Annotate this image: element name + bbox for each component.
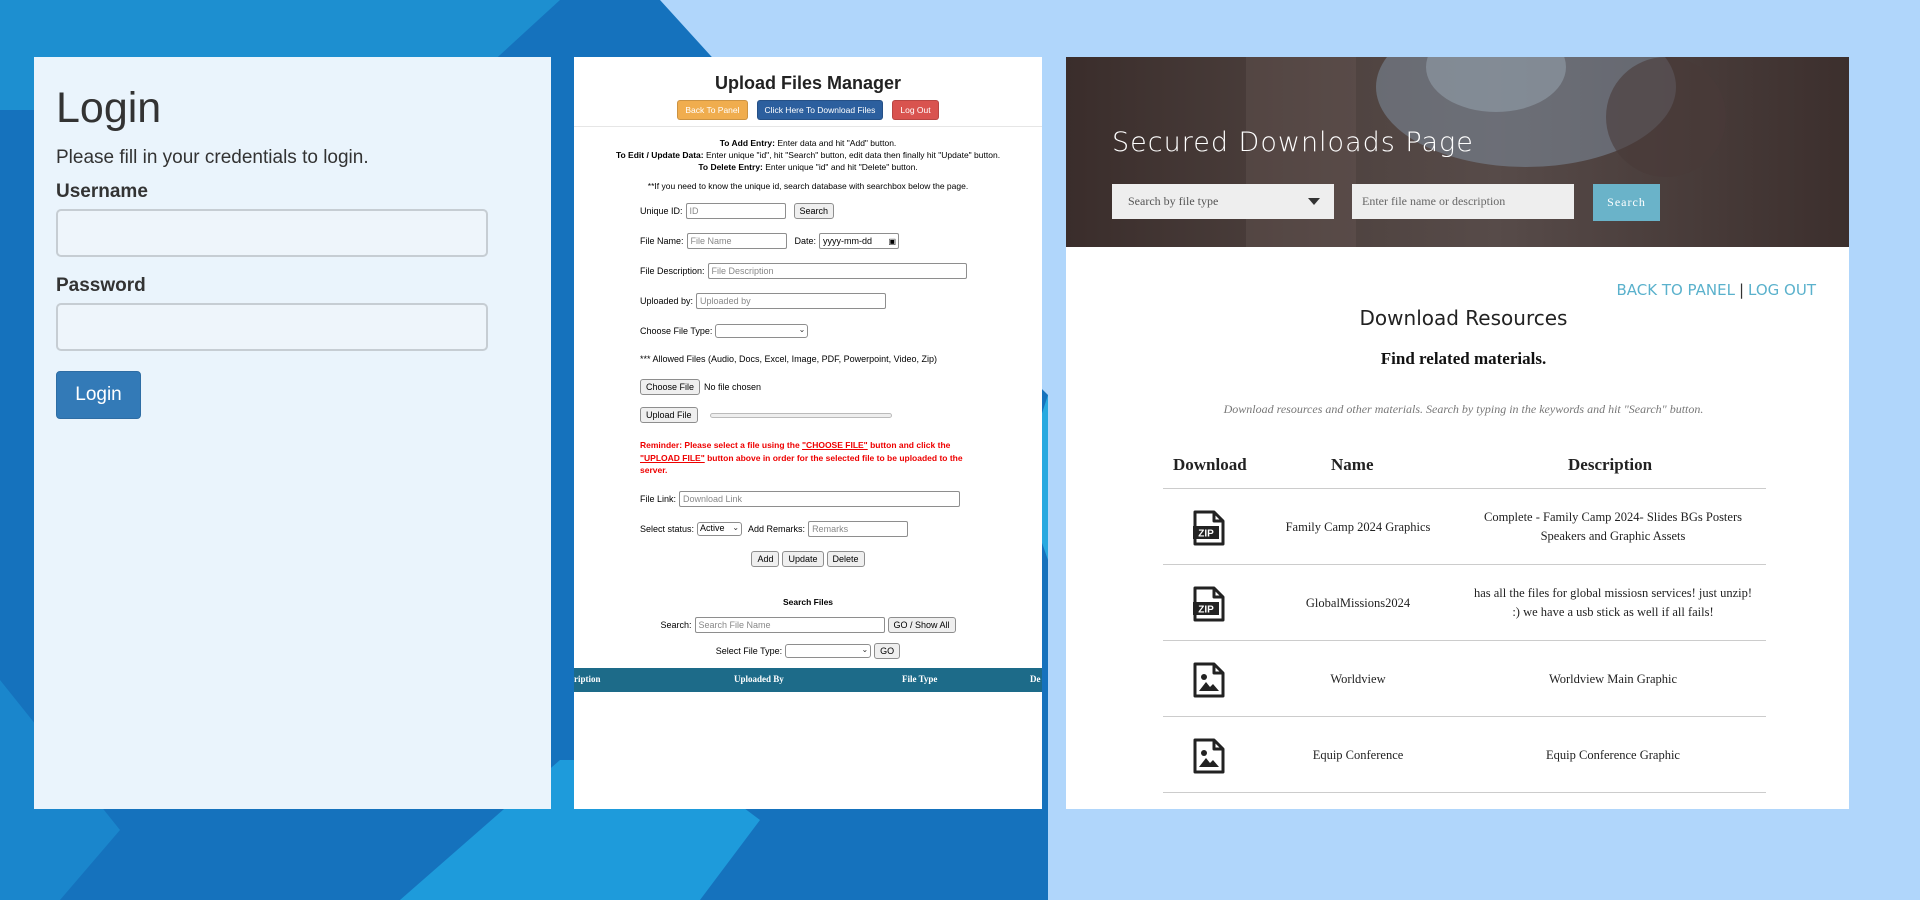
svg-text:ZIP: ZIP — [1198, 604, 1214, 616]
row-name: GlobalMissions2024 — [1305, 595, 1411, 610]
delete-button[interactable]: Delete — [827, 551, 865, 567]
svg-text:ZIP: ZIP — [1198, 528, 1214, 540]
row-name: Family Camp 2024 Graphics — [1285, 519, 1431, 534]
chevron-down-icon: ⌄ — [732, 522, 740, 532]
login-button[interactable]: Login — [56, 371, 141, 419]
table-row — [1163, 717, 1766, 793]
file-type-row — [640, 321, 1042, 341]
hero-search-button[interactable]: Search — [1593, 184, 1660, 221]
uploaded-by-input[interactable]: Uploaded by — [696, 293, 886, 309]
instruction-edit-text: Enter unique "id", hit "Search" button, edit data then finally hit "Update" button. — [703, 150, 1001, 160]
row-description: Equip Conference Graphic — [1546, 747, 1680, 762]
select-type-label: Select File Type: — [715, 645, 783, 656]
column-name: Name — [1331, 455, 1374, 474]
status-row — [640, 519, 1042, 539]
uploaded-by-row — [640, 291, 1042, 311]
column-file-type: File Type — [902, 674, 938, 684]
file-name-input[interactable]: File Name — [687, 233, 787, 249]
file-link-input[interactable]: Download Link — [679, 491, 960, 507]
downloads-table-header — [1163, 442, 1766, 489]
username-input[interactable] — [56, 209, 488, 257]
date-placeholder: yyyy-mm-dd — [823, 236, 873, 246]
status-select[interactable] — [697, 522, 742, 536]
column-uploaded-by: Uploaded By — [734, 674, 784, 684]
download-resources-heading: Download Resources — [1359, 306, 1568, 330]
instruction-edit — [574, 149, 1042, 161]
file-name-label: File Name: — [640, 236, 684, 246]
column-description: Description — [1568, 455, 1653, 474]
instruction-edit-title: To Edit / Update Data: — [615, 150, 704, 160]
choose-file-row — [640, 377, 1042, 397]
unique-id-note: **If you need to know the unique id, search database with searchbox below the page. — [647, 181, 969, 191]
search-id-button[interactable]: Search — [794, 203, 835, 219]
download-description: Download resources and other materials. Search by typing in the keywords and hit "Search" button. — [1223, 402, 1704, 416]
instruction-add-text: Enter data and hit "Add" button. — [774, 138, 897, 148]
password-input[interactable] — [56, 303, 488, 351]
uploaded-by-label: Uploaded by: — [640, 296, 694, 306]
status-label: Select status: — [640, 523, 695, 534]
hero-banner — [1066, 57, 1849, 247]
zip-file-icon[interactable] — [1192, 585, 1226, 623]
login-subtitle: Please fill in your credentials to login. — [56, 147, 369, 169]
downloads-nav-links — [1616, 281, 1816, 299]
allowed-files-row — [640, 349, 1042, 369]
column-description: ription — [574, 674, 601, 684]
upload-panel — [574, 57, 1042, 809]
date-label: Date: — [794, 236, 817, 246]
upload-form — [574, 201, 1042, 569]
chevron-down-icon: ⌄ — [798, 325, 806, 334]
search-file-input[interactable]: Search File Name — [695, 617, 885, 633]
file-type-label: Choose File Type: — [640, 326, 713, 336]
chevron-down-icon: ⌄ — [861, 644, 869, 654]
no-file-chosen-text: No file chosen — [704, 382, 762, 392]
back-to-panel-link[interactable]: BACK TO PANEL — [1616, 281, 1735, 299]
back-to-panel-button[interactable]: Back To Panel — [677, 100, 747, 120]
downloads-panel — [1066, 57, 1849, 809]
go-button[interactable]: GO — [874, 643, 900, 659]
instructions — [574, 137, 1042, 173]
password-label: Password — [56, 275, 146, 297]
upload-file-button[interactable]: Upload File — [640, 407, 698, 423]
update-button[interactable]: Update — [782, 551, 823, 567]
remarks-input[interactable]: Remarks — [808, 521, 908, 537]
unique-id-label: Unique ID: — [640, 206, 683, 216]
unique-id-row — [640, 201, 1042, 221]
calendar-icon[interactable]: ▣ — [888, 236, 897, 246]
row-name: Equip Conference — [1312, 747, 1404, 762]
instruction-add — [574, 137, 1042, 149]
image-file-icon[interactable] — [1192, 661, 1226, 699]
column-download: Download — [1173, 455, 1247, 474]
zip-file-icon[interactable] — [1192, 509, 1226, 547]
keyword-search-input[interactable]: Enter file name or description — [1352, 184, 1574, 219]
instruction-delete-text: Enter unique "id" and hit "Delete" button. — [762, 162, 918, 172]
file-link-label: File Link: — [640, 493, 677, 504]
row-description: Complete - Family Camp 2024- Slides BGs Posters Speakers and Graphic Assets — [1484, 510, 1742, 543]
file-type-search-placeholder: Search by file type — [1128, 194, 1219, 208]
file-type-select[interactable] — [715, 324, 808, 338]
choose-file-button[interactable]: Choose File — [640, 379, 700, 395]
select-type-row — [574, 641, 1042, 661]
image-file-icon[interactable] — [1192, 737, 1226, 775]
login-panel — [34, 57, 551, 809]
row-description: Worldview Main Graphic — [1548, 671, 1678, 686]
upload-nav-buttons — [574, 100, 1042, 120]
row-name: Worldview — [1330, 671, 1386, 686]
add-button[interactable]: Add — [751, 551, 779, 567]
upload-progress-bar — [710, 413, 892, 418]
search-files-heading: Search Files — [782, 596, 834, 607]
file-type-search-select[interactable] — [1112, 184, 1334, 219]
search-files-row — [574, 615, 1042, 635]
go-show-all-button[interactable]: GO / Show All — [888, 617, 956, 633]
reminder-text-2: button and click the — [867, 440, 951, 450]
allowed-files-text: *** Allowed Files (Audio, Docs, Excel, Image, PDF, Powerpoint, Video, Zip) — [640, 354, 937, 364]
caret-down-icon — [1308, 198, 1320, 205]
logout-link[interactable]: LOG OUT — [1748, 281, 1816, 299]
username-label: Username — [56, 181, 148, 203]
file-desc-label: File Description: — [640, 266, 705, 276]
login-title: Login — [56, 84, 162, 132]
search-label: Search: — [660, 619, 692, 630]
file-link-row — [640, 489, 1042, 509]
files-table-header — [574, 668, 1042, 692]
file-desc-input[interactable]: File Description — [708, 263, 967, 279]
reminder-upload-file: "UPLOAD FILE" — [640, 452, 705, 463]
reminder-choose-file: "CHOOSE FILE" — [802, 440, 868, 450]
download-subheading: Find related materials. — [1380, 349, 1547, 368]
reminder-text-3: button above in order for the selected file to be uploaded to the server. — [640, 452, 963, 475]
column-date: De — [1030, 674, 1041, 684]
upload-reminder — [640, 439, 990, 477]
table-row — [1163, 641, 1766, 717]
crud-buttons-row — [574, 549, 1042, 569]
reminder-text-1: Reminder: Please select a file using the — [640, 440, 803, 450]
table-row — [1163, 565, 1766, 641]
instruction-add-title: To Add Entry: — [719, 138, 775, 148]
upload-file-row — [640, 405, 1042, 425]
hero-title: Secured Downloads Page — [1112, 127, 1474, 158]
upload-header — [574, 57, 1042, 127]
link-separator: | — [1738, 281, 1745, 299]
logout-button[interactable]: Log Out — [892, 100, 938, 120]
table-row — [1163, 489, 1766, 565]
upload-title: Upload Files Manager — [714, 73, 902, 93]
remarks-label: Add Remarks: — [748, 523, 806, 534]
instruction-delete — [574, 161, 1042, 173]
row-description: has all the files for global missiosn services! just unzip! :) we have a usb stick as well if all fails! — [1473, 586, 1753, 619]
select-type-select[interactable] — [785, 644, 871, 658]
instruction-delete-title: To Delete Entry: — [698, 162, 763, 172]
unique-id-input[interactable]: ID — [686, 203, 786, 219]
download-files-button[interactable]: Click Here To Download Files — [757, 100, 884, 120]
downloads-table — [1163, 442, 1766, 793]
file-desc-row — [640, 261, 1042, 281]
date-input[interactable] — [819, 233, 899, 249]
status-value: Active — [700, 522, 725, 533]
file-name-row — [640, 231, 1042, 251]
